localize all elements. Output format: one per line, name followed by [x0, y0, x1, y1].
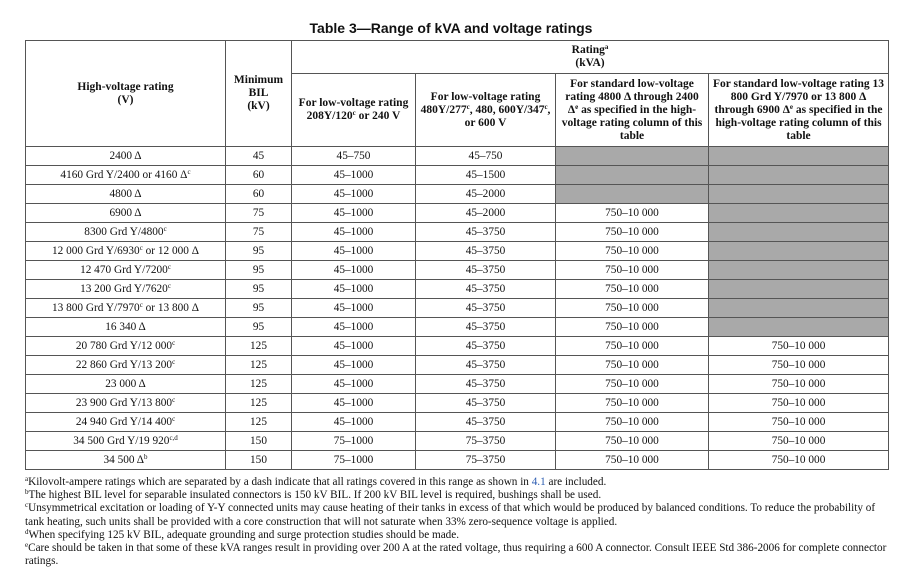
- cell-lv-480: 45–3750: [416, 261, 556, 280]
- cell-std-13800: [709, 280, 889, 299]
- header-col-std-13800: [709, 74, 889, 147]
- hv-rating-text: 2400 Δ: [109, 150, 142, 162]
- table-row: [26, 356, 889, 375]
- footnote-text: Unsymmetrical excitation or loading of Y-Y connected units may cause heating of their tanks in excess of that which would be produced by balanced conditions. To reduce the probability of tank heating, such units shall be provided with a core construction that will not saturate when 33% zero-sequence voltage is applied.: [25, 502, 876, 528]
- cell-min-bil: 95: [226, 242, 292, 261]
- hv-rating-text: 6900 Δ: [109, 207, 142, 219]
- hv-rating-text: 13 800 Grd Y/7970: [51, 302, 140, 314]
- footnote-text: When specifying 125 kV BIL, adequate grounding and surge protection studies should be made.: [28, 528, 460, 541]
- header-col-d-text: For standard low-voltage rating 13 800 Grd Y/7970 or 13 800 Δ through 6900 Δ: [713, 77, 885, 116]
- cell-lv-208: 45–1000: [292, 185, 416, 204]
- cell-std-4800: 750–10 000: [556, 394, 709, 413]
- cell-std-13800: [709, 147, 889, 166]
- cell-lv-208: 45–1000: [292, 299, 416, 318]
- header-col-c-text: For standard low-voltage rating 4800 Δ through 2400 Δ: [565, 77, 699, 116]
- hv-rating-text: 34 500 Δ: [103, 454, 145, 466]
- header-col-a-text2: 208Y/120: [306, 110, 353, 122]
- hv-rating-text: 12 470 Grd Y/7200: [80, 264, 168, 276]
- cell-min-bil: 150: [226, 451, 292, 470]
- footnote-marker: a: [25, 475, 29, 483]
- cell-std-4800: 750–10 000: [556, 375, 709, 394]
- hv-rating-tail: or 12 000 Δ: [142, 245, 200, 257]
- table-body: [26, 147, 889, 470]
- cell-std-13800: [709, 299, 889, 318]
- cell-std-13800: 750–10 000: [709, 394, 889, 413]
- footnote-marker: b: [25, 488, 29, 497]
- cell-std-4800: 750–10 000: [556, 413, 709, 432]
- cell-min-bil: 125: [226, 375, 292, 394]
- cell-std-13800: [709, 185, 889, 204]
- hv-footnote-ref: c: [172, 339, 176, 347]
- cell-std-13800: [709, 223, 889, 242]
- cell-hv-rating: [26, 356, 226, 375]
- hv-rating-text: 12 000 Grd Y/6930: [51, 245, 140, 257]
- table-caption: Table 3—Range of kVA and voltage ratings: [309, 20, 593, 36]
- cell-std-13800: [709, 204, 889, 223]
- cell-min-bil: 95: [226, 261, 292, 280]
- table-row: [26, 432, 889, 451]
- cell-hv-rating: [26, 147, 226, 166]
- cell-lv-480: 45–3750: [416, 337, 556, 356]
- hv-rating-text: 13 200 Grd Y/7620: [80, 283, 168, 295]
- footnote-marker: d: [25, 527, 29, 536]
- table-row: [26, 185, 889, 204]
- cell-std-4800: [556, 166, 709, 185]
- hv-rating-text: 24 940 Grd Y/14 400: [75, 416, 173, 428]
- cell-min-bil: 45: [226, 147, 292, 166]
- hv-rating-text: 23 900 Grd Y/13 800: [75, 397, 173, 409]
- cell-std-13800: [709, 166, 889, 185]
- cell-hv-rating: [26, 375, 226, 394]
- cell-std-4800: 750–10 000: [556, 242, 709, 261]
- cell-std-13800: 750–10 000: [709, 451, 889, 470]
- cell-lv-208: 45–1000: [292, 242, 416, 261]
- table-row: [26, 299, 889, 318]
- cell-min-bil: 125: [226, 394, 292, 413]
- cell-lv-480: 45–2000: [416, 204, 556, 223]
- header-col-b-text4: , or 600 V: [464, 103, 551, 129]
- cell-min-bil: 95: [226, 299, 292, 318]
- table-row: [26, 337, 889, 356]
- header-hv-rating: [26, 41, 226, 147]
- footnote-text: The highest BIL level for separable insulated connectors is 150 kV BIL. If 200 kV BIL level is required, bushings shall be used.: [28, 489, 602, 502]
- cell-lv-480: 45–3750: [416, 223, 556, 242]
- cell-hv-rating: [26, 204, 226, 223]
- cell-std-13800: 750–10 000: [709, 356, 889, 375]
- cell-lv-208: 45–1000: [292, 166, 416, 185]
- footnote-text-tail: are included.: [545, 476, 607, 488]
- hv-footnote-ref: c: [139, 244, 143, 252]
- cell-lv-480: 45–3750: [416, 413, 556, 432]
- header-col-b-sup1: c: [466, 102, 470, 111]
- hv-footnote-ref: b: [144, 453, 148, 461]
- hv-rating-text: 8300 Grd Y/4800: [84, 226, 164, 238]
- header-hv-rating-unit: (V): [117, 93, 134, 106]
- table-row: [26, 223, 889, 242]
- cell-min-bil: 60: [226, 166, 292, 185]
- table-row: [26, 318, 889, 337]
- section-link[interactable]: 4.1: [531, 476, 546, 488]
- header-rating-label: Rating: [571, 44, 605, 56]
- cell-lv-208: 45–1000: [292, 204, 416, 223]
- cell-std-4800: 750–10 000: [556, 356, 709, 375]
- hv-rating-text: 20 780 Grd Y/12 000: [75, 340, 173, 352]
- footnote-marker: c: [25, 501, 29, 510]
- cell-lv-480: 45–3750: [416, 318, 556, 337]
- hv-footnote-ref: c,d: [169, 434, 178, 442]
- header-col-c-sup: e: [575, 102, 579, 111]
- table-row: [26, 147, 889, 166]
- cell-hv-rating: [26, 223, 226, 242]
- header-col-lv-480: [416, 74, 556, 147]
- header-min-bil-unit: (kV): [247, 100, 270, 112]
- header-hv-rating-label: High-voltage rating: [77, 80, 174, 93]
- cell-lv-208: 45–1000: [292, 337, 416, 356]
- header-rating-unit: (kVA): [575, 57, 605, 69]
- hv-footnote-ref: c: [139, 301, 143, 309]
- table-row: [26, 204, 889, 223]
- cell-hv-rating: [26, 337, 226, 356]
- cell-lv-208: 45–1000: [292, 223, 416, 242]
- hv-rating-tail: or 13 800 Δ: [142, 302, 200, 314]
- hv-footnote-ref: c: [172, 415, 176, 423]
- cell-std-4800: 750–10 000: [556, 280, 709, 299]
- cell-std-4800: 750–10 000: [556, 451, 709, 470]
- cell-lv-208: 75–1000: [292, 432, 416, 451]
- cell-lv-480: 45–1500: [416, 166, 556, 185]
- hv-footnote-ref: c: [172, 358, 176, 366]
- header-col-d-text2: as specified in the high-voltage rating column of this table: [715, 103, 883, 142]
- header-col-b-text: For low-voltage rating: [430, 90, 541, 103]
- header-rating-footnote: a: [604, 43, 609, 51]
- cell-hv-rating: [26, 432, 226, 451]
- header-col-d-sup: e: [789, 102, 794, 111]
- hv-footnote-ref: c: [172, 396, 176, 404]
- header-col-std-4800: [556, 74, 709, 147]
- table-row: [26, 451, 889, 470]
- footnote: [25, 476, 890, 489]
- cell-hv-rating: [26, 166, 226, 185]
- cell-min-bil: 125: [226, 356, 292, 375]
- cell-lv-480: 45–3750: [416, 299, 556, 318]
- cell-lv-208: 75–1000: [292, 451, 416, 470]
- cell-hv-rating: [26, 261, 226, 280]
- cell-lv-208: 45–1000: [292, 261, 416, 280]
- cell-std-13800: 750–10 000: [709, 413, 889, 432]
- table-footnotes: [25, 476, 890, 568]
- cell-hv-rating: [26, 318, 226, 337]
- cell-std-4800: [556, 185, 709, 204]
- footnote-text: Kilovolt-ampere ratings which are separated by a dash indicate that all ratings covered in this range as shown in: [28, 476, 532, 488]
- table-row: [26, 375, 889, 394]
- header-col-lv-208: [292, 74, 416, 147]
- cell-std-13800: [709, 242, 889, 261]
- cell-lv-480: 45–3750: [416, 242, 556, 261]
- hv-rating-text: 4800 Δ: [109, 188, 142, 200]
- hv-rating-text: 16 340 Δ: [105, 321, 146, 333]
- cell-lv-480: 75–3750: [416, 432, 556, 451]
- cell-min-bil: 75: [226, 204, 292, 223]
- header-col-a-sup: c: [352, 109, 356, 117]
- footnote-text: Care should be taken in that some of these kVA ranges result in providing over 200 A at the rated voltage, thus requiring a 600 A connector. Consult IEEE Std 386-2006 for complete connector ratings.: [25, 542, 887, 568]
- cell-lv-208: 45–750: [292, 147, 416, 166]
- cell-lv-208: 45–1000: [292, 413, 416, 432]
- hv-rating-text: 34 500 Grd Y/19 920: [73, 435, 170, 447]
- cell-lv-480: 75–3750: [416, 451, 556, 470]
- cell-std-4800: 750–10 000: [556, 299, 709, 318]
- cell-hv-rating: [26, 242, 226, 261]
- cell-lv-208: 45–1000: [292, 375, 416, 394]
- cell-std-4800: 750–10 000: [556, 337, 709, 356]
- cell-std-4800: [556, 147, 709, 166]
- cell-hv-rating: [26, 451, 226, 470]
- hv-footnote-ref: c: [163, 225, 167, 233]
- table-row: [26, 242, 889, 261]
- cell-lv-480: 45–3750: [416, 375, 556, 394]
- cell-std-13800: [709, 261, 889, 280]
- cell-hv-rating: [26, 413, 226, 432]
- cell-hv-rating: [26, 299, 226, 318]
- footnote: [25, 502, 890, 528]
- cell-lv-480: 45–3750: [416, 394, 556, 413]
- header-col-b-text3: , 480, 600Y/347: [469, 103, 545, 116]
- cell-min-bil: 95: [226, 318, 292, 337]
- header-min-bil-label: Minimum BIL: [233, 74, 284, 99]
- header-col-a-text3: or 240 V: [355, 110, 401, 122]
- footnote-marker: e: [25, 541, 29, 550]
- cell-min-bil: 125: [226, 413, 292, 432]
- cell-lv-480: 45–3750: [416, 356, 556, 375]
- cell-lv-208: 45–1000: [292, 318, 416, 337]
- cell-lv-208: 45–1000: [292, 356, 416, 375]
- table-row: [26, 261, 889, 280]
- kva-ratings-table: [25, 40, 889, 470]
- hv-rating-text: 4160 Grd Y/2400 or 4160 Δ: [60, 169, 188, 181]
- cell-hv-rating: [26, 394, 226, 413]
- hv-footnote-ref: c: [187, 168, 191, 176]
- cell-min-bil: 75: [226, 223, 292, 242]
- cell-std-13800: 750–10 000: [709, 432, 889, 451]
- cell-std-4800: 750–10 000: [556, 223, 709, 242]
- header-col-b-sup2: c: [544, 102, 548, 111]
- header-col-c-text2: as specified in the high-voltage rating column of this table: [561, 103, 703, 142]
- table-row: [26, 413, 889, 432]
- cell-std-4800: 750–10 000: [556, 318, 709, 337]
- hv-footnote-ref: c: [167, 282, 171, 290]
- header-min-bil: [226, 41, 292, 147]
- header-col-a-text: For low-voltage rating: [298, 97, 409, 109]
- hv-footnote-ref: c: [167, 263, 171, 271]
- cell-lv-480: 45–2000: [416, 185, 556, 204]
- hv-rating-text: 23 000 Δ: [105, 378, 146, 390]
- header-col-b-text2: 480Y/277: [420, 103, 467, 116]
- footnote: [25, 542, 890, 568]
- table-row: [26, 394, 889, 413]
- cell-std-4800: 750–10 000: [556, 432, 709, 451]
- cell-min-bil: 95: [226, 280, 292, 299]
- cell-lv-208: 45–1000: [292, 394, 416, 413]
- cell-hv-rating: [26, 280, 226, 299]
- footnote: [25, 489, 890, 502]
- cell-std-13800: [709, 318, 889, 337]
- header-rating-group: [292, 41, 889, 74]
- cell-std-4800: 750–10 000: [556, 261, 709, 280]
- cell-lv-480: 45–3750: [416, 280, 556, 299]
- table-row: [26, 280, 889, 299]
- cell-lv-480: 45–750: [416, 147, 556, 166]
- table-row: [26, 166, 889, 185]
- cell-lv-208: 45–1000: [292, 280, 416, 299]
- cell-std-13800: 750–10 000: [709, 375, 889, 394]
- cell-min-bil: 125: [226, 337, 292, 356]
- cell-std-4800: 750–10 000: [556, 204, 709, 223]
- cell-min-bil: 60: [226, 185, 292, 204]
- cell-min-bil: 150: [226, 432, 292, 451]
- cell-hv-rating: [26, 185, 226, 204]
- footnote: [25, 529, 890, 542]
- hv-rating-text: 22 860 Grd Y/13 200: [75, 359, 173, 371]
- cell-std-13800: 750–10 000: [709, 337, 889, 356]
